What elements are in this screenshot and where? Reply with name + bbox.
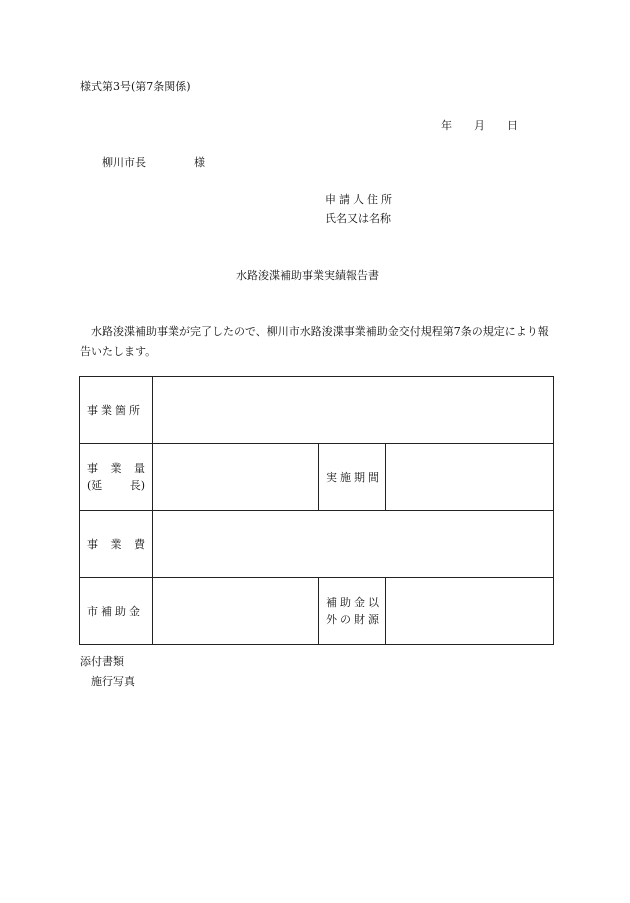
date-line [441,119,518,133]
body-text: 水路浚渫補助事業が完了したので、柳川市水路浚渫事業補助金交付規程第7条の規定により報告いたします。 [80,325,549,358]
attachments-heading: 添付書類 [80,655,124,668]
applicant-address-label: 申請人住所 [325,193,395,206]
project-cost-label: 事 業 費 [80,511,153,578]
city-subsidy-label: 市補助金 [80,578,153,645]
addressee-honorific: 様 [194,156,205,169]
table-row [80,444,554,511]
project-quantity-label: 事 業 量 (延 長) [80,444,153,511]
form-number: 様式第3号(第7条関係) [80,80,191,93]
project-quantity-field[interactable] [153,444,319,511]
project-location-label: 事業箇所 [80,377,153,444]
addressee [102,156,205,170]
report-table [79,376,554,645]
implementation-period-field[interactable] [386,444,554,511]
table-row [80,377,554,444]
other-funds-field[interactable] [386,578,554,645]
city-subsidy-field[interactable] [153,578,319,645]
applicant-name-label: 氏名又は名称 [325,212,391,225]
project-location-field[interactable] [153,377,554,444]
attachments-item: 施行写真 [91,675,135,688]
addressee-name: 柳川市長 [102,156,146,169]
table-row [80,578,554,645]
date-month-label: 月 [474,119,485,132]
date-year-label: 年 [441,119,452,132]
date-day-label: 日 [507,119,518,132]
document-title: 水路浚渫補助事業実績報告書 [236,269,379,282]
table-row [80,511,554,578]
implementation-period-label: 実施期間 [319,444,386,511]
other-funds-label: 補助金以 外の財源 [319,578,386,645]
project-cost-field[interactable] [153,511,554,578]
